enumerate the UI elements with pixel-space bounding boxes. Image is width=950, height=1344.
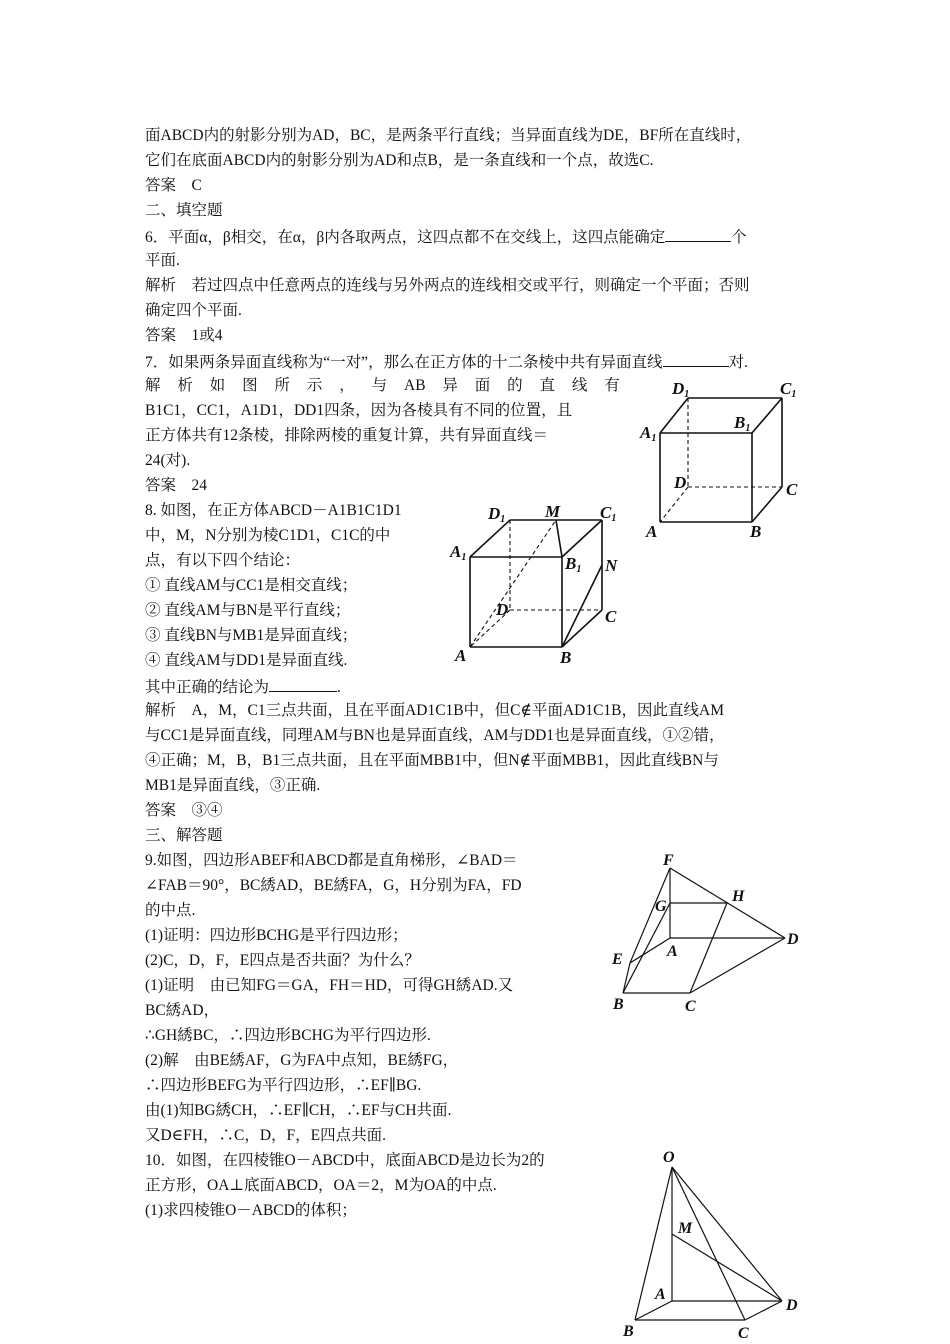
text-line: 解析 A，M，C1三点共面，且在平面AD1C1B中，但C∉平面AD1C1B，因此直线AM (145, 702, 724, 719)
vertex-label: B1 (734, 413, 751, 434)
vertex-label: B (613, 996, 624, 1013)
cube-edges (660, 398, 782, 522)
answer-blank (663, 351, 729, 367)
text-line: 确定四个平面. (145, 302, 242, 319)
text-line: BC綉AD， (145, 1002, 220, 1019)
text-line: 平面. (145, 252, 180, 269)
text-line: 由(1)知BG綉CH，∴EF∥CH，∴EF与CH共面. (145, 1102, 452, 1119)
cube-edges (470, 520, 602, 647)
statement-1: ① 直线AM与CC1是相交直线； (145, 577, 358, 594)
vertex-label: B (560, 648, 572, 667)
answer-line: 答案 1或4 (145, 327, 223, 344)
vertex-label: C (685, 998, 696, 1015)
vertex-label: D (787, 931, 799, 948)
text-line: (1)证明：四边形BCHG是平行四边形； (145, 927, 408, 944)
text-line: ④正确；M，B，B1三点共面，且在平面MBB1中，但N∉平面MBB1，因此直线BN与 (145, 752, 719, 769)
text-line: 8. 如图，在正方体ABCD－A1B1C1D1 (145, 502, 402, 519)
vertex-label: A (655, 1286, 666, 1303)
trapezoid-figure-q9 (605, 848, 815, 1018)
text-line: (1)求四棱锥O－ABCD的体积； (145, 1202, 357, 1219)
text-line: MB1是异面直线，③正确. (145, 777, 321, 794)
vertex-label: C1 (600, 503, 617, 524)
vertex-label: A (667, 943, 678, 960)
answer-line: 答案 ③④ (145, 802, 223, 819)
section-heading: 二、填空题 (145, 202, 223, 219)
text-line: 24(对). (145, 452, 191, 469)
cube-figure-q7 (630, 370, 820, 545)
vertex-label: C (738, 1325, 749, 1342)
text-line: (2)解 由BE綉AF，G为FA中点知，BE綉FG， (145, 1052, 459, 1069)
vertex-label: B (750, 522, 762, 541)
vertex-label: B (623, 1323, 634, 1340)
text-line: B1C1，CC1，A1D1，DD1四条，因为各棱具有不同的位置，且 (145, 402, 573, 419)
vertex-label: D (496, 600, 509, 619)
question-text: 对. (728, 354, 748, 371)
vertex-label: B1 (565, 554, 582, 575)
answer-blank (269, 676, 337, 692)
vertex-label: O (663, 1149, 675, 1166)
vertex-label: A1 (640, 423, 657, 444)
question-8-prompt (145, 676, 341, 698)
text-line: (1)证明 由已知FG＝GA，FH＝HD，可得GH綉AD.又 (145, 977, 514, 994)
question-6 (145, 226, 747, 248)
text-line: 的中点. (145, 902, 196, 919)
text-line: 又D∈FH，∴C，D，F，E四点共面. (145, 1127, 386, 1144)
vertex-label: C1 (780, 379, 797, 400)
question-text: 6．平面α，β相交，在α，β内各取两点，这四点都不在交线上，这四点能确定 (145, 229, 666, 246)
vertex-label: H (732, 888, 745, 905)
answer-blank (665, 226, 731, 242)
answer-line: 答案 24 (145, 477, 208, 494)
vertex-label: C (605, 607, 617, 626)
figure-edges (623, 868, 785, 993)
justified-line: 解 析 如 图 所 示 ， 与 AB 异 面 的 直 线 有 (145, 377, 620, 394)
answer-line: 答案 C (145, 177, 202, 194)
text-line: 中，M，N分别为棱C1D1，C1C的中 (145, 527, 391, 544)
vertex-label: D1 (672, 379, 690, 400)
vertex-label: A1 (450, 542, 467, 563)
vertex-label: F (663, 852, 674, 869)
text-line: ∴GH綉BC，∴四边形BCHG为平行四边形. (145, 1027, 431, 1044)
text-line: 9.如图，四边形ABEF和ABCD都是直角梯形，∠BAD＝ (145, 852, 518, 869)
vertex-label: A (646, 522, 658, 541)
text-line: 点，有以下四个结论： (145, 552, 301, 569)
text-line: 正方体共有12条棱，排除两棱的重复计算，共有异面直线＝ (145, 427, 549, 444)
text-line: ∴四边形BEFG为平行四边形，∴EF∥BG. (145, 1077, 422, 1094)
text-line: 与CC1是异面直线，同理AM与BN也是异面直线，AM与DD1也是异面直线，①②错， (145, 727, 725, 744)
vertex-label: M (678, 1220, 693, 1237)
text-line: ∠FAB＝90°，BC綉AD，BE綉FA，G，H分别为FA，FD (145, 877, 522, 894)
statement-4: ④ 直线AM与DD1是异面直线. (145, 652, 348, 669)
statement-2: ② 直线AM与BN是平行直线； (145, 602, 351, 619)
vertex-label: A (455, 646, 467, 665)
cube-figure-q8 (440, 495, 640, 675)
text-line: 它们在底面ABCD内的射影分别为AD和点B，是一条直线和一个点，故选C. (145, 152, 654, 169)
text-line: 正方形，OA⊥底面ABCD，OA＝2，M为OA的中点. (145, 1177, 497, 1194)
vertex-label: N (605, 556, 618, 575)
question-text: 个 (731, 229, 747, 246)
question-text: . (337, 679, 341, 696)
pyramid-figure-q10 (620, 1145, 820, 1340)
text-line: 10．如图，在四棱锥O－ABCD中，底面ABCD是边长为2的 (145, 1152, 545, 1169)
vertex-label: M (545, 502, 561, 521)
text-line: 解析 若过四点中任意两点的连线与另外两点的连线相交或平行，则确定一个平面；否则 (145, 277, 750, 294)
vertex-label: E (612, 951, 623, 968)
section-heading: 三、解答题 (145, 827, 223, 844)
text-line: (2)C，D，F，E四点是否共面？为什么？ (145, 952, 420, 969)
statement-3: ③ 直线BN与MB1是异面直线； (145, 627, 358, 644)
question-text: 7．如果两条异面直线称为“一对”，那么在正方体的十二条棱中共有异面直线 (145, 354, 663, 371)
vertex-label: D1 (488, 504, 506, 525)
text-line: 面ABCD内的射影分别为AD，BC，是两条平行直线；当异面直线为DE，BF所在直线时， (145, 127, 752, 144)
vertex-label: G (655, 898, 667, 915)
vertex-label: D (674, 473, 687, 492)
question-text: 其中正确的结论为 (145, 679, 270, 696)
vertex-label: C (786, 480, 798, 499)
vertex-label: D (786, 1297, 798, 1314)
